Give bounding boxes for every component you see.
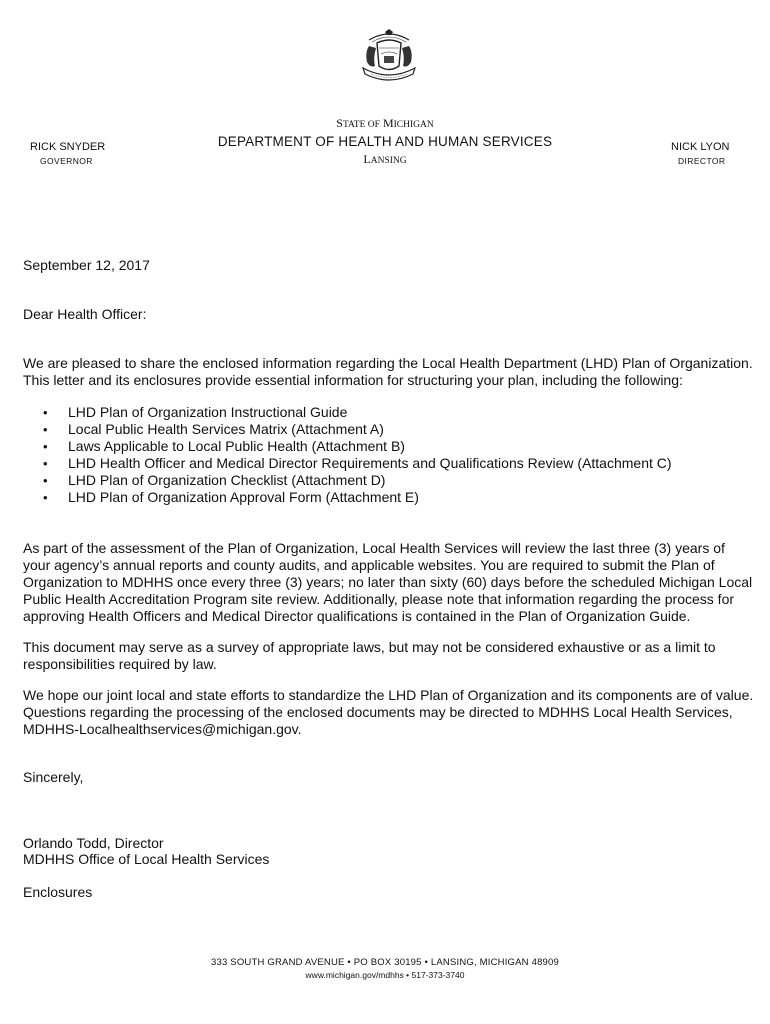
state-heading: STATE OF MICHIGAN — [336, 116, 434, 130]
governor-title: GOVERNOR — [40, 156, 93, 166]
closing: Sincerely, — [23, 769, 84, 785]
governor-name: RICK SNYDER — [30, 141, 106, 153]
signer-office: MDHHS Office of Local Health Services — [23, 851, 270, 867]
letter-date: September 12, 2017 — [23, 257, 150, 273]
list-item: • LHD Plan of Organization Instructional Guide — [23, 404, 672, 421]
enclosure-list — [23, 404, 672, 506]
list-item: • LHD Health Officer and Medical Director Requirements and Qualifications Review (Attachment C) — [23, 455, 672, 472]
list-item: • LHD Plan of Organization Checklist (Attachment D) — [23, 472, 672, 489]
director-title: DIRECTOR — [678, 156, 726, 166]
footer-contact: www.michigan.gov/mdhhs • 517-373-3740 — [305, 970, 465, 980]
city-heading: LANSING — [363, 152, 407, 166]
paragraph-disclaimer: This document may serve as a survey of appropriate laws, but may not be considered exhaustive or as a limit to responsibilities required by law. — [23, 639, 716, 672]
list-item: • LHD Plan of Organization Approval Form (Attachment E) — [23, 489, 672, 506]
director-name: NICK LYON — [671, 141, 730, 153]
list-item: • Local Public Health Services Matrix (Attachment A) — [23, 421, 672, 438]
footer-address: 333 SOUTH GRAND AVENUE • PO BOX 30195 • LANSING, MICHIGAN 48909 — [211, 957, 559, 968]
paragraph-intro: We are pleased to share the enclosed information regarding the Local Health Department (LHD) Plan of Organization. This letter and its enclosures provide essential information for structuring your plan, including the following: — [23, 355, 753, 388]
salutation: Dear Health Officer: — [23, 306, 147, 322]
department-name: DEPARTMENT OF HEALTH AND HUMAN SERVICES — [217, 134, 553, 149]
list-item: • Laws Applicable to Local Public Health (Attachment B) — [23, 438, 672, 455]
paragraph-contact: We hope our joint local and state efforts to standardize the LHD Plan of Organization and its components are of value. Questions regarding the processing of the enclosed documents may be directed to MDHHS Local Health Services, MDHHS-Localhealthservices@michigan.gov. — [23, 687, 754, 737]
paragraph-assessment: As part of the assessment of the Plan of Organization, Local Health Services will review the last three (3) years of your agency’s annual reports and county audits, and applicable websites. You are required to submit the Plan of Organization to MDHHS once every three (3) years; no later than sixty (60) days before the scheduled Michigan Local Public Health Accreditation Program site review. Additionally, please note that information regarding the process for approving Health Officers and Medical Director qualifications is contained in the Plan of Organization Guide. — [23, 540, 753, 624]
michigan-state-seal-icon — [355, 26, 423, 88]
enclosures-note: Enclosures — [23, 884, 93, 900]
signer-name: Orlando Todd, Director — [23, 835, 164, 851]
